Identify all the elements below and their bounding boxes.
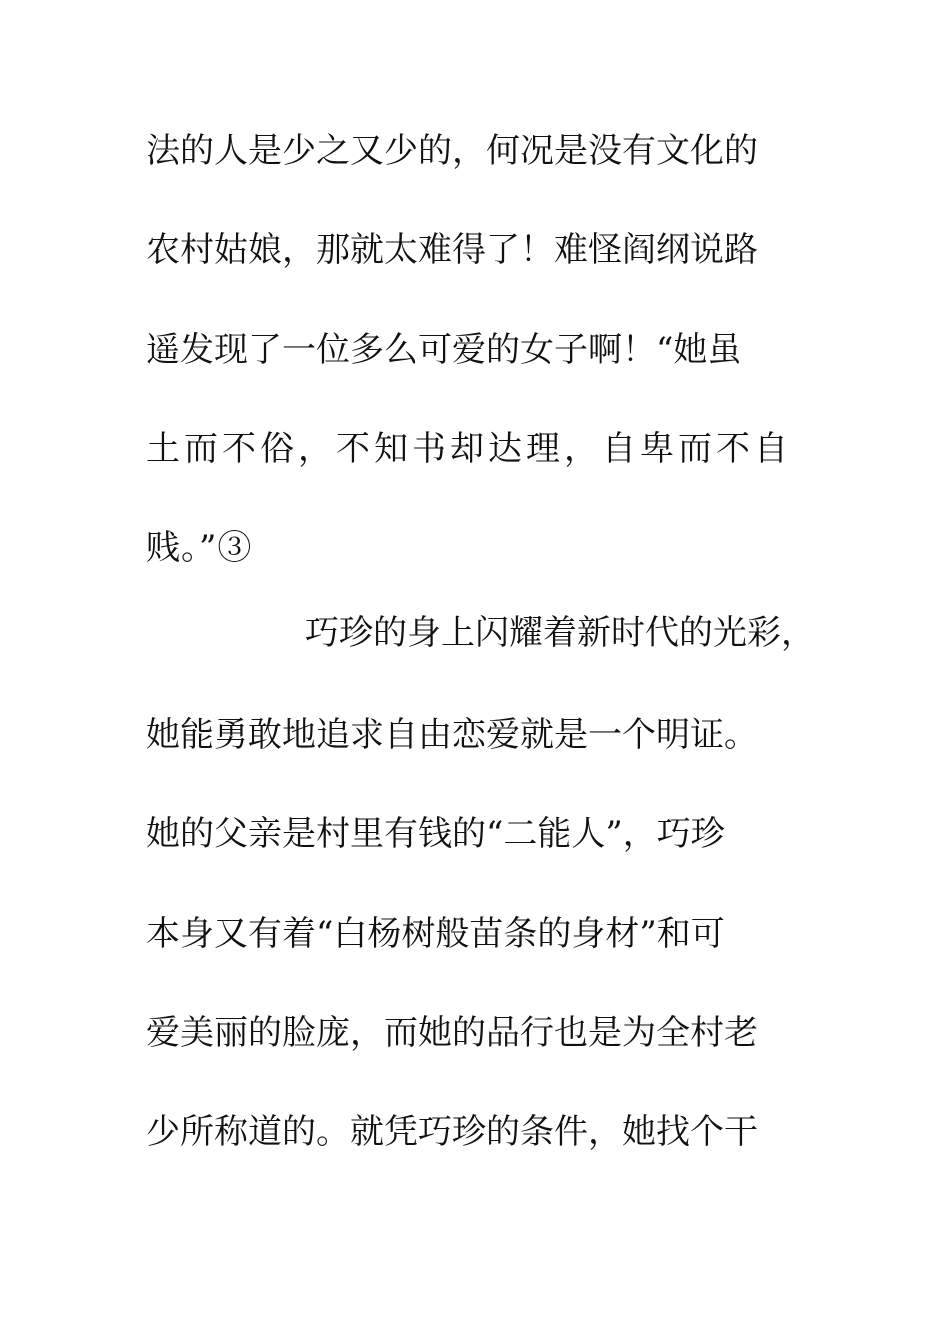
text-line-10: 爱美丽的脸庞，而她的品行也是为全村老	[146, 1013, 758, 1053]
text-line-5: 贱。”③	[146, 528, 253, 568]
text-line-3: 遥发现了一位多么可爱的女子啊！“她虽	[146, 330, 742, 370]
text-line-9: 本身又有着“白杨树般苗条的身材”和可	[146, 914, 725, 954]
text-line-8: 她的父亲是村里有钱的“二能人”，巧珍	[146, 814, 725, 854]
text-line-2: 农村姑娘，那就太难得了！难怪阎纲说路	[146, 230, 758, 270]
text-line-1: 法的人是少之又少的，何况是没有文化的	[146, 131, 758, 171]
paragraph-start-line: 巧珍的身上闪耀着新时代的光彩，	[305, 613, 815, 653]
text-line-4: 土而不俗，不知书却达理，自卑而不自	[146, 429, 792, 469]
text-line-11: 少所称道的。就凭巧珍的条件，她找个干	[146, 1112, 758, 1152]
text-line-7: 她能勇敢地追求自由恋爱就是一个明证。	[146, 715, 758, 755]
